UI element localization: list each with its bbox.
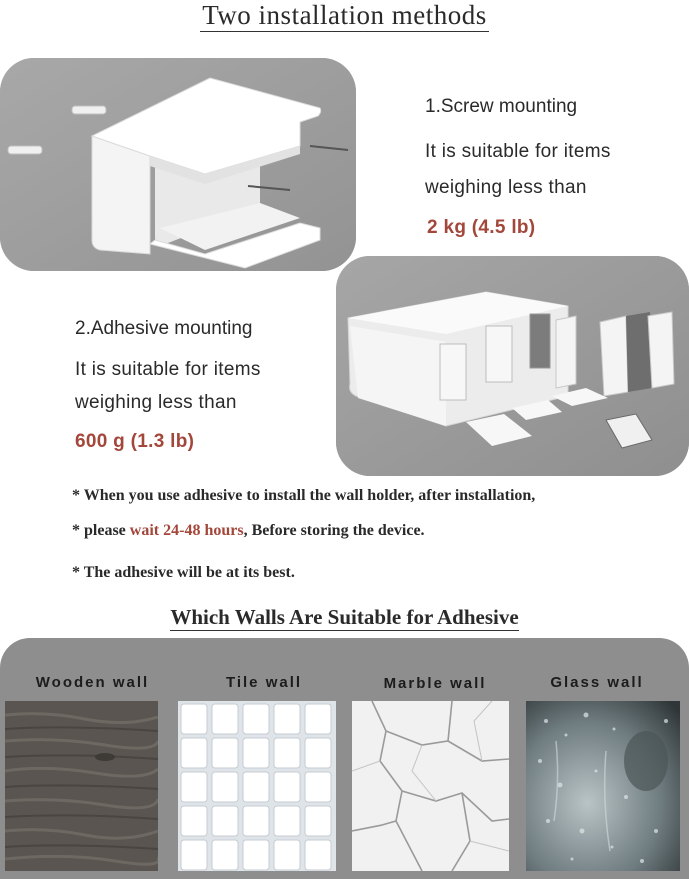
screw-line1: It is suitable for items <box>425 141 611 162</box>
walls-panel <box>0 638 689 879</box>
wall-label-glass: Glass wall <box>550 674 644 691</box>
glass-wall-swatch <box>526 701 680 871</box>
shelf-adhesive-illustration <box>336 256 689 476</box>
page-title: Two installation methods <box>202 0 487 30</box>
adhesive-line2: weighing less than <box>75 392 237 413</box>
screw-weight-limit: 2 kg (4.5 lb) <box>427 217 536 238</box>
screw-heading: 1.Screw mounting <box>425 96 578 117</box>
wooden-wall-swatch <box>5 701 158 871</box>
note-2-highlight: wait 24-48 hours <box>129 522 244 539</box>
adhesive-line1: It is suitable for items <box>75 359 261 380</box>
note-2 <box>72 522 425 540</box>
wall-label-wooden: Wooden wall <box>35 674 150 691</box>
note-2-prefix: * please <box>72 522 130 539</box>
wall-label-marble: Marble wall <box>383 675 487 692</box>
screw-line2: weighing less than <box>425 177 587 198</box>
wall-label-tile: Tile wall <box>225 674 303 691</box>
marble-wall-swatch <box>352 701 509 871</box>
note-1: * When you use adhesive to install the wall holder, after installation, <box>72 487 536 504</box>
note-2-suffix: , Before storing the device. <box>243 522 425 539</box>
adhesive-weight-limit: 600 g (1.3 lb) <box>75 431 195 452</box>
note-3: * The adhesive will be at its best. <box>72 564 295 581</box>
tile-wall-swatch <box>178 701 336 871</box>
screw-mounting-image <box>0 58 356 271</box>
adhesive-mounting-image <box>336 256 689 476</box>
adhesive-heading: 2.Adhesive mounting <box>75 318 253 339</box>
walls-heading: Which Walls Are Suitable for Adhesive <box>170 605 519 629</box>
shelf-screw-illustration <box>0 58 356 271</box>
